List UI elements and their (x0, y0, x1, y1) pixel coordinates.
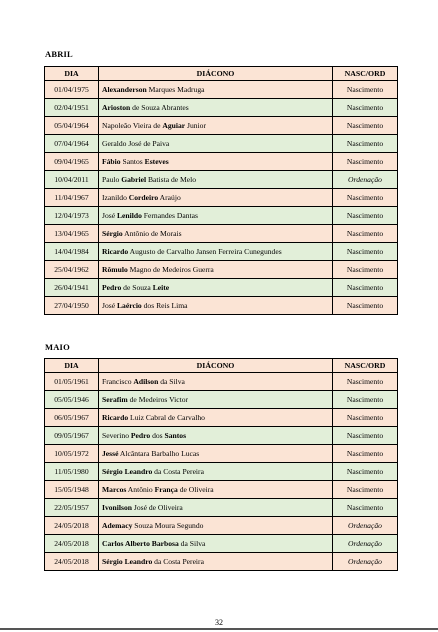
date-cell: 02/04/1951 (45, 99, 99, 117)
nasc-ord-cell: Nascimento (333, 207, 398, 225)
name-part-bold: Carlos Alberto Barbosa (102, 539, 179, 548)
deacon-name-cell (99, 499, 333, 517)
name-part-bold: Santos (164, 431, 187, 440)
nasc-ord-cell: Nascimento (333, 189, 398, 207)
nasc-ord-cell: Nascimento (333, 373, 398, 391)
table-row (45, 261, 398, 279)
nasc-ord-cell: Nascimento (333, 481, 398, 499)
name-part-bold: Ricardo (102, 247, 129, 256)
nasc-ord-cell: Nascimento (333, 117, 398, 135)
table-row (45, 207, 398, 225)
header-nasc-ord: NASC/ORD (333, 67, 398, 81)
date-cell: 05/04/1964 (45, 117, 99, 135)
table-row (45, 117, 398, 135)
deacon-name-cell (99, 481, 333, 499)
table-row (45, 535, 398, 553)
table-row (45, 279, 398, 297)
date-cell: 25/04/1962 (45, 261, 99, 279)
name-part: da Silva (178, 539, 206, 548)
table-row (45, 373, 398, 391)
table-row (45, 153, 398, 171)
deacon-name-cell (99, 99, 333, 117)
date-cell: 06/05/1967 (45, 409, 99, 427)
nasc-ord-cell: Nascimento (333, 135, 398, 153)
name-part: Antônio (126, 485, 155, 494)
nasc-ord-cell: Nascimento (333, 261, 398, 279)
date-cell: 13/04/1965 (45, 225, 99, 243)
header-dia: DIA (45, 67, 99, 81)
name-part: de Medeiros Victor (127, 395, 189, 404)
date-cell: 12/04/1973 (45, 207, 99, 225)
name-part: Francisco (102, 377, 134, 386)
table-row (45, 391, 398, 409)
deacon-name-cell (99, 297, 333, 315)
name-part-bold: Leite (152, 283, 170, 292)
nasc-ord-cell: Nascimento (333, 99, 398, 117)
nasc-ord-cell: Nascimento (333, 297, 398, 315)
name-part: Batista de Melo (146, 175, 197, 184)
name-part: Junior (185, 121, 207, 130)
date-cell: 10/05/1972 (45, 445, 99, 463)
nasc-ord-cell: Nascimento (333, 391, 398, 409)
deacon-name-cell (99, 171, 333, 189)
table-row (45, 499, 398, 517)
section-title-maio: MAIO (45, 342, 70, 352)
date-cell: 09/04/1965 (45, 153, 99, 171)
nasc-ord-cell: Nascimento (333, 499, 398, 517)
table-abril (44, 66, 398, 315)
date-cell: 10/04/2011 (45, 171, 99, 189)
name-part: dos Reis Lima (141, 301, 188, 310)
name-part-bold: Jessé (102, 449, 119, 458)
name-part: de Souza (121, 283, 153, 292)
deacon-name-cell (99, 517, 333, 535)
nasc-ord-cell: Nascimento (333, 463, 398, 481)
name-part: da Costa Pereira (152, 557, 204, 566)
date-cell: 26/04/1941 (45, 279, 99, 297)
deacon-name-cell (99, 135, 333, 153)
name-part: Araújo (158, 193, 181, 202)
name-part: José (102, 301, 117, 310)
name-part-bold: França (154, 485, 178, 494)
header-dia: DIA (45, 359, 99, 373)
name-part: de Oliveira (177, 485, 214, 494)
header-nasc-ord: NASC/ORD (333, 359, 398, 373)
deacon-name-cell (99, 445, 333, 463)
header-diacono: DIÁCONO (99, 67, 333, 81)
name-part-bold: Laércio (116, 301, 142, 310)
deacon-name-cell (99, 279, 333, 297)
deacon-name-cell (99, 81, 333, 99)
name-part-bold: Sérgio (102, 229, 123, 238)
table-row (45, 171, 398, 189)
name-part: de Souza Abrantes (130, 103, 189, 112)
date-cell: 09/05/1967 (45, 427, 99, 445)
date-cell: 24/05/2018 (45, 553, 99, 571)
name-part-bold: Ricardo (102, 413, 129, 422)
header-diacono: DIÁCONO (99, 359, 333, 373)
date-cell: 14/04/1984 (45, 243, 99, 261)
name-part-bold: Fábio (102, 157, 121, 166)
name-part-bold: Adilson (133, 377, 159, 386)
date-cell: 07/04/1964 (45, 135, 99, 153)
date-cell: 15/05/1948 (45, 481, 99, 499)
name-part-bold: Esteves (144, 157, 169, 166)
name-part-bold: Rômulo (102, 265, 128, 274)
name-part: Augusto de Carvalho Jansen Ferreira Cunegundes (128, 247, 282, 256)
date-cell: 22/05/1957 (45, 499, 99, 517)
name-part: Magno de Medeiros Guerra (127, 265, 214, 274)
nasc-ord-cell: Ordenação (333, 553, 398, 571)
nasc-ord-cell: Nascimento (333, 243, 398, 261)
nasc-ord-cell: Nascimento (333, 409, 398, 427)
table-row (45, 445, 398, 463)
date-cell: 27/04/1950 (45, 297, 99, 315)
table-row (45, 225, 398, 243)
name-part: Marques Madruga (146, 85, 205, 94)
deacon-name-cell (99, 391, 333, 409)
nasc-ord-cell: Nascimento (333, 153, 398, 171)
table-row (45, 427, 398, 445)
name-part-bold: Serafim (102, 395, 128, 404)
nasc-ord-cell: Nascimento (333, 279, 398, 297)
date-cell: 11/04/1967 (45, 189, 99, 207)
name-part-bold: Pedro (102, 283, 122, 292)
table-row (45, 517, 398, 535)
name-part: Izanildo (102, 193, 129, 202)
deacon-name-cell (99, 225, 333, 243)
name-part: Antônio de Morais (122, 229, 182, 238)
table-row (45, 135, 398, 153)
date-cell: 24/05/2018 (45, 517, 99, 535)
deacon-name-cell (99, 243, 333, 261)
name-part-bold: Sérgio Leandro (102, 467, 153, 476)
table-row (45, 99, 398, 117)
table-header-row (45, 67, 398, 81)
name-part-bold: Gabriel (121, 175, 147, 184)
deacon-name-cell (99, 553, 333, 571)
date-cell: 01/05/1961 (45, 373, 99, 391)
name-part: Luiz Cabral de Carvalho (128, 413, 205, 422)
deacon-name-cell (99, 189, 333, 207)
name-part-bold: Ademacy (102, 521, 133, 530)
name-part-bold: Sérgio Leandro (102, 557, 153, 566)
name-part: Alcântara Barbalho Lucas (118, 449, 200, 458)
section-title-abril: ABRIL (45, 49, 73, 59)
name-part: Souza Moura Segundo (132, 521, 204, 530)
name-part: Napoleão Vieira de (102, 121, 163, 130)
table-row (45, 409, 398, 427)
name-part-bold: Marcos (102, 485, 127, 494)
name-part-bold: Alexanderson (102, 85, 147, 94)
name-part: José de Oliveira (131, 503, 183, 512)
name-part: dos (150, 431, 165, 440)
name-part-bold: Lenildo (116, 211, 142, 220)
deacon-name-cell (99, 261, 333, 279)
nasc-ord-cell: Ordenação (333, 535, 398, 553)
name-part-bold: Arioston (102, 103, 131, 112)
table-row (45, 243, 398, 261)
table-row (45, 481, 398, 499)
date-cell: 24/05/2018 (45, 535, 99, 553)
deacon-name-cell (99, 373, 333, 391)
deacon-name-cell (99, 117, 333, 135)
date-cell: 01/04/1975 (45, 81, 99, 99)
table-row (45, 189, 398, 207)
name-part-bold: Aguiar (162, 121, 186, 130)
name-part: Severino (102, 431, 131, 440)
nasc-ord-cell: Nascimento (333, 427, 398, 445)
deacon-name-cell (99, 409, 333, 427)
deacon-name-cell (99, 427, 333, 445)
page-number: 32 (215, 618, 223, 627)
nasc-ord-cell: Ordenação (333, 171, 398, 189)
date-cell: 11/05/1980 (45, 463, 99, 481)
name-part: da Silva (158, 377, 185, 386)
name-part: Santos (120, 157, 145, 166)
nasc-ord-cell: Nascimento (333, 225, 398, 243)
deacon-name-cell (99, 463, 333, 481)
table-row (45, 81, 398, 99)
name-part: Paulo (102, 175, 122, 184)
table-row (45, 553, 398, 571)
name-part: Geraldo José de Paiva (102, 139, 170, 148)
table-maio (44, 358, 398, 571)
date-cell: 05/05/1946 (45, 391, 99, 409)
table-row (45, 297, 398, 315)
name-part: Fernandes Dantas (141, 211, 198, 220)
nasc-ord-cell: Nascimento (333, 445, 398, 463)
name-part: da Costa Pereira (152, 467, 204, 476)
deacon-name-cell (99, 207, 333, 225)
name-part-bold: Pedro (130, 431, 151, 440)
nasc-ord-cell: Nascimento (333, 81, 398, 99)
deacon-name-cell (99, 153, 333, 171)
name-part-bold: Ivonilson (102, 503, 132, 512)
deacon-name-cell (99, 535, 333, 553)
name-part: José (102, 211, 117, 220)
table-header-row (45, 359, 398, 373)
footer-rule (0, 628, 438, 630)
name-part-bold: Cordeiro (128, 193, 159, 202)
nasc-ord-cell: Ordenação (333, 517, 398, 535)
table-row (45, 463, 398, 481)
